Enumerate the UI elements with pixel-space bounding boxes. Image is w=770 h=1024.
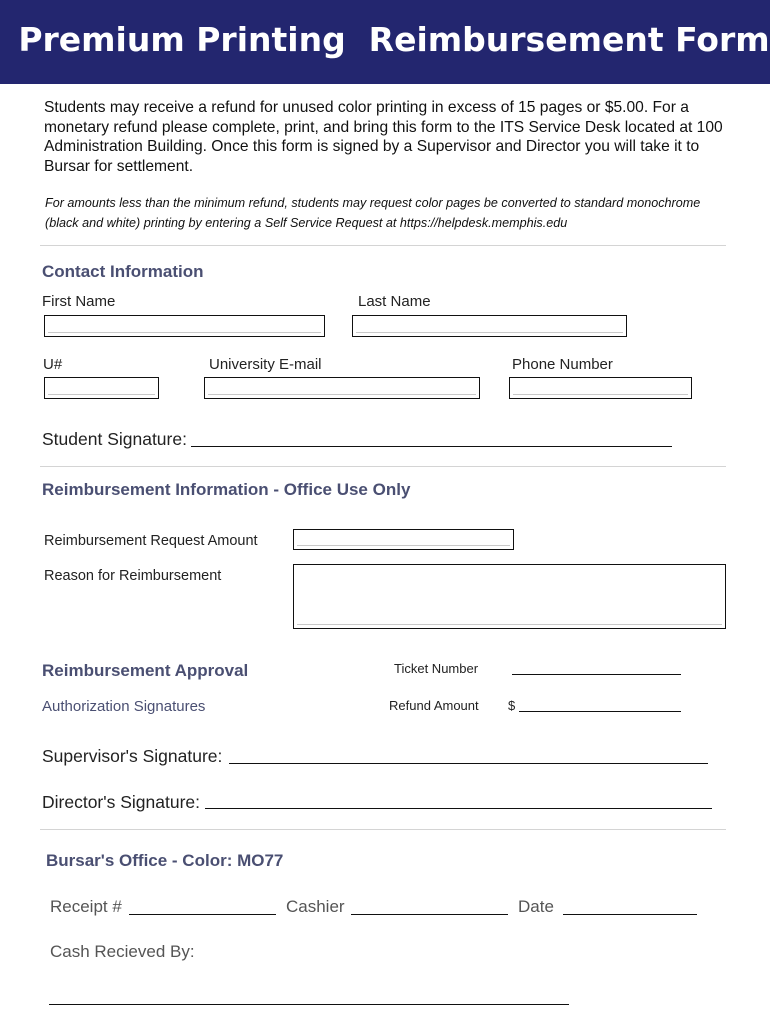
first-name-field[interactable] bbox=[44, 315, 325, 337]
supervisor-signature-label: Supervisor's Signature: bbox=[42, 746, 223, 766]
u-number-field[interactable] bbox=[44, 377, 159, 399]
intro-paragraph: Students may receive a refund for unused color printing in excess of 15 pages or $5.00. For a monetary refund please complete, print, and bring this form to the ITS Service Desk located at 100 Administration Building. Once this form is signed by a Supervisor and Director you will take it to Bursar for settlement. bbox=[44, 99, 723, 175]
minimum-refund-note: For amounts less than the minimum refund, students may request color pages be converted to standard monochrome (black and white) printing by entering a Self Service Request at https://helpdesk.memphis.edu bbox=[45, 196, 701, 230]
receipt-line[interactable] bbox=[129, 914, 276, 915]
receipt-label: Receipt # bbox=[50, 897, 122, 916]
ticket-number-label: Ticket Number bbox=[394, 661, 479, 676]
dollar-sign: $ bbox=[508, 698, 516, 713]
request-amount-label: Reimbursement Request Amount bbox=[44, 533, 258, 549]
student-signature-line[interactable] bbox=[191, 446, 672, 447]
form-title: Premium Printing Reimbursement Form bbox=[18, 20, 770, 59]
reason-field[interactable] bbox=[293, 564, 726, 629]
phone-field[interactable] bbox=[509, 377, 692, 399]
authorization-subheading: Authorization Signatures bbox=[42, 698, 206, 715]
cashier-line[interactable] bbox=[351, 914, 508, 915]
header-banner bbox=[0, 0, 770, 84]
refund-amount-line[interactable] bbox=[519, 711, 681, 712]
divider bbox=[40, 245, 726, 246]
cashier-label: Cashier bbox=[286, 897, 345, 916]
phone-label: Phone Number bbox=[512, 356, 613, 373]
date-line[interactable] bbox=[563, 914, 697, 915]
supervisor-signature-line[interactable] bbox=[229, 763, 708, 764]
request-amount-field[interactable] bbox=[293, 529, 514, 550]
reimbursement-heading: Reimbursement Information - Office Use Only bbox=[42, 480, 411, 499]
last-name-label: Last Name bbox=[358, 293, 431, 310]
ticket-number-line[interactable] bbox=[512, 674, 681, 675]
refund-amount-label: Refund Amount bbox=[389, 698, 479, 713]
date-label: Date bbox=[518, 897, 554, 916]
contact-heading: Contact Information bbox=[42, 262, 204, 281]
last-name-field[interactable] bbox=[352, 315, 627, 337]
divider bbox=[40, 466, 726, 467]
student-signature-label: Student Signature: bbox=[42, 429, 187, 449]
cash-received-line[interactable] bbox=[49, 1004, 569, 1005]
director-signature-label: Director's Signature: bbox=[42, 792, 200, 812]
cash-received-label: Cash Recieved By: bbox=[50, 942, 195, 961]
email-label: University E-mail bbox=[209, 356, 322, 373]
reason-label: Reason for Reimbursement bbox=[44, 568, 222, 584]
first-name-label: First Name bbox=[42, 293, 116, 310]
u-number-label: U# bbox=[43, 356, 63, 373]
email-field[interactable] bbox=[204, 377, 480, 399]
director-signature-line[interactable] bbox=[205, 808, 712, 809]
divider bbox=[40, 829, 726, 830]
bursar-heading: Bursar's Office - Color: MO77 bbox=[46, 851, 284, 870]
approval-heading: Reimbursement Approval bbox=[42, 661, 249, 680]
